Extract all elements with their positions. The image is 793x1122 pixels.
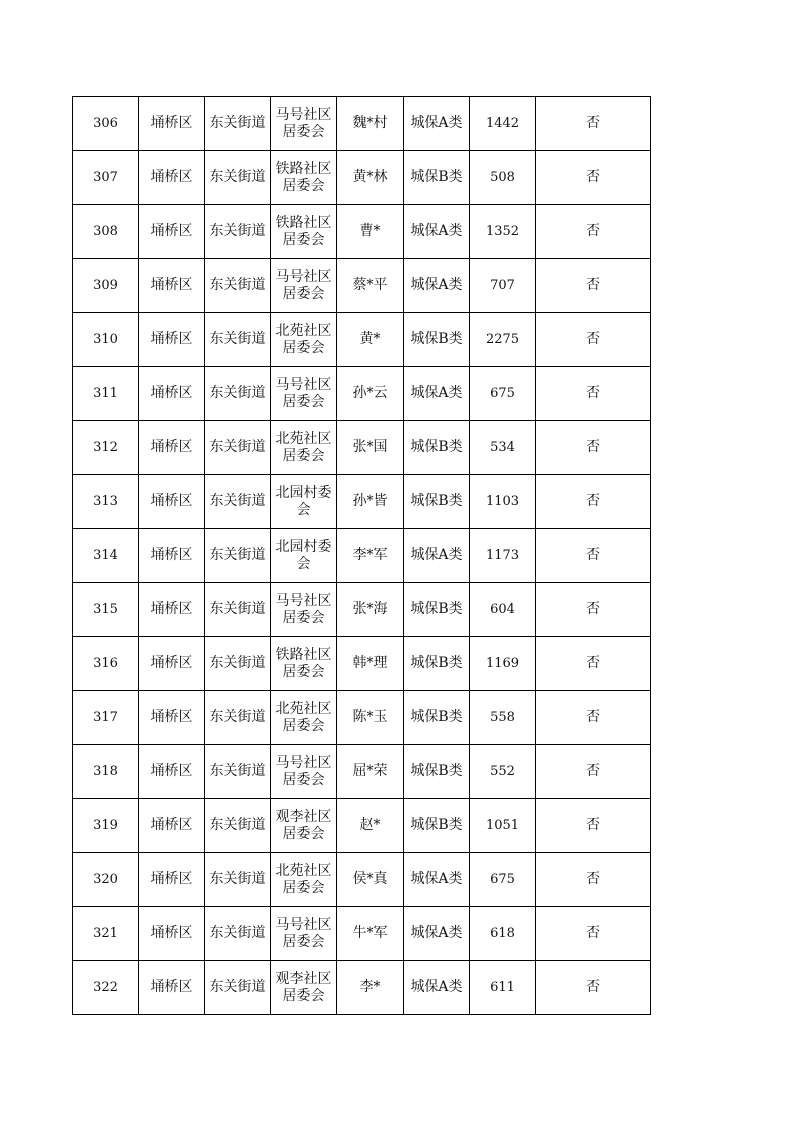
amount-cell: 2275 [470,313,536,367]
street-cell: 东关街道 [205,205,271,259]
district-cell: 埇桥区 [139,691,205,745]
amount-cell: 558 [470,691,536,745]
amount-cell: 675 [470,367,536,421]
insurance-type-cell: 城保A类 [404,259,470,313]
district-cell: 埇桥区 [139,583,205,637]
insurance-type-cell: 城保A类 [404,97,470,151]
flag-cell: 否 [536,583,651,637]
flag-cell: 否 [536,151,651,205]
insurance-type-cell: 城保B类 [404,691,470,745]
row-number-cell: 307 [73,151,139,205]
insurance-type-cell: 城保A类 [404,961,470,1015]
street-cell: 东关街道 [205,151,271,205]
row-number-cell: 311 [73,367,139,421]
table-body [73,97,651,1015]
table-row [73,367,651,421]
community-cell: 北苑社区居委会 [271,691,337,745]
community-cell: 马号社区居委会 [271,97,337,151]
insurance-type-cell: 城保A类 [404,907,470,961]
row-number-cell: 319 [73,799,139,853]
district-cell: 埇桥区 [139,475,205,529]
amount-cell: 1352 [470,205,536,259]
street-cell: 东关街道 [205,529,271,583]
street-cell: 东关街道 [205,313,271,367]
amount-cell: 618 [470,907,536,961]
row-number-cell: 322 [73,961,139,1015]
name-cell: 曹* [337,205,404,259]
insurance-type-cell: 城保A类 [404,205,470,259]
name-cell: 牛*军 [337,907,404,961]
insurance-type-cell: 城保A类 [404,853,470,907]
flag-cell: 否 [536,691,651,745]
table-row [73,691,651,745]
street-cell: 东关街道 [205,961,271,1015]
insurance-type-cell: 城保A类 [404,529,470,583]
row-number-cell: 308 [73,205,139,259]
flag-cell: 否 [536,367,651,421]
row-number-cell: 320 [73,853,139,907]
insurance-type-cell: 城保B类 [404,313,470,367]
flag-cell: 否 [536,259,651,313]
flag-cell: 否 [536,421,651,475]
table-row [73,907,651,961]
insurance-type-cell: 城保B类 [404,637,470,691]
street-cell: 东关街道 [205,799,271,853]
street-cell: 东关街道 [205,745,271,799]
table-row [73,637,651,691]
flag-cell: 否 [536,205,651,259]
table-row [73,799,651,853]
amount-cell: 604 [470,583,536,637]
name-cell: 蔡*平 [337,259,404,313]
flag-cell: 否 [536,637,651,691]
amount-cell: 1173 [470,529,536,583]
insurance-type-cell: 城保B类 [404,583,470,637]
flag-cell: 否 [536,853,651,907]
street-cell: 东关街道 [205,259,271,313]
name-cell: 孙*云 [337,367,404,421]
district-cell: 埇桥区 [139,259,205,313]
district-cell: 埇桥区 [139,637,205,691]
street-cell: 东关街道 [205,475,271,529]
community-cell: 铁路社区居委会 [271,205,337,259]
table-row [73,259,651,313]
community-cell: 北园村委会 [271,475,337,529]
name-cell: 魏*村 [337,97,404,151]
amount-cell: 1442 [470,97,536,151]
amount-cell: 508 [470,151,536,205]
table-row [73,151,651,205]
amount-cell: 1169 [470,637,536,691]
street-cell: 东关街道 [205,367,271,421]
name-cell: 屈*荣 [337,745,404,799]
amount-cell: 552 [470,745,536,799]
table-row [73,205,651,259]
name-cell: 张*海 [337,583,404,637]
table-row [73,745,651,799]
row-number-cell: 321 [73,907,139,961]
row-number-cell: 315 [73,583,139,637]
amount-cell: 534 [470,421,536,475]
district-cell: 埇桥区 [139,205,205,259]
street-cell: 东关街道 [205,853,271,907]
community-cell: 观李社区居委会 [271,961,337,1015]
row-number-cell: 313 [73,475,139,529]
amount-cell: 707 [470,259,536,313]
community-cell: 北苑社区居委会 [271,853,337,907]
community-cell: 北苑社区居委会 [271,421,337,475]
table-row [73,313,651,367]
community-cell: 马号社区居委会 [271,745,337,799]
row-number-cell: 314 [73,529,139,583]
amount-cell: 675 [470,853,536,907]
name-cell: 张*国 [337,421,404,475]
community-cell: 北园村委会 [271,529,337,583]
community-cell: 马号社区居委会 [271,907,337,961]
community-cell: 铁路社区居委会 [271,151,337,205]
district-cell: 埇桥区 [139,421,205,475]
district-cell: 埇桥区 [139,799,205,853]
community-cell: 观李社区居委会 [271,799,337,853]
community-cell: 马号社区居委会 [271,367,337,421]
name-cell: 李*军 [337,529,404,583]
name-cell: 陈*玉 [337,691,404,745]
community-cell: 马号社区居委会 [271,583,337,637]
name-cell: 孙*皆 [337,475,404,529]
flag-cell: 否 [536,313,651,367]
district-cell: 埇桥区 [139,745,205,799]
flag-cell: 否 [536,529,651,583]
insurance-type-cell: 城保A类 [404,367,470,421]
name-cell: 黄*林 [337,151,404,205]
flag-cell: 否 [536,745,651,799]
table-row [73,97,651,151]
row-number-cell: 309 [73,259,139,313]
flag-cell: 否 [536,961,651,1015]
amount-cell: 1051 [470,799,536,853]
row-number-cell: 316 [73,637,139,691]
district-cell: 埇桥区 [139,367,205,421]
table-row [73,529,651,583]
amount-cell: 1103 [470,475,536,529]
row-number-cell: 318 [73,745,139,799]
insurance-type-cell: 城保B类 [404,421,470,475]
community-cell: 铁路社区居委会 [271,637,337,691]
name-cell: 黄* [337,313,404,367]
name-cell: 赵* [337,799,404,853]
district-cell: 埇桥区 [139,313,205,367]
row-number-cell: 312 [73,421,139,475]
name-cell: 李* [337,961,404,1015]
street-cell: 东关街道 [205,97,271,151]
street-cell: 东关街道 [205,583,271,637]
row-number-cell: 310 [73,313,139,367]
street-cell: 东关街道 [205,637,271,691]
flag-cell: 否 [536,97,651,151]
insurance-type-cell: 城保B类 [404,475,470,529]
name-cell: 侯*真 [337,853,404,907]
district-cell: 埇桥区 [139,961,205,1015]
flag-cell: 否 [536,799,651,853]
table-row [73,583,651,637]
community-cell: 北苑社区居委会 [271,313,337,367]
street-cell: 东关街道 [205,907,271,961]
beneficiary-table [72,96,651,1015]
insurance-type-cell: 城保B类 [404,151,470,205]
amount-cell: 611 [470,961,536,1015]
community-cell: 马号社区居委会 [271,259,337,313]
insurance-type-cell: 城保B类 [404,799,470,853]
district-cell: 埇桥区 [139,529,205,583]
district-cell: 埇桥区 [139,907,205,961]
district-cell: 埇桥区 [139,151,205,205]
row-number-cell: 306 [73,97,139,151]
street-cell: 东关街道 [205,691,271,745]
flag-cell: 否 [536,475,651,529]
row-number-cell: 317 [73,691,139,745]
table-row [73,853,651,907]
street-cell: 东关街道 [205,421,271,475]
insurance-type-cell: 城保B类 [404,745,470,799]
district-cell: 埇桥区 [139,853,205,907]
table-row [73,961,651,1015]
table-row [73,475,651,529]
name-cell: 韩*理 [337,637,404,691]
district-cell: 埇桥区 [139,97,205,151]
table-row [73,421,651,475]
flag-cell: 否 [536,907,651,961]
